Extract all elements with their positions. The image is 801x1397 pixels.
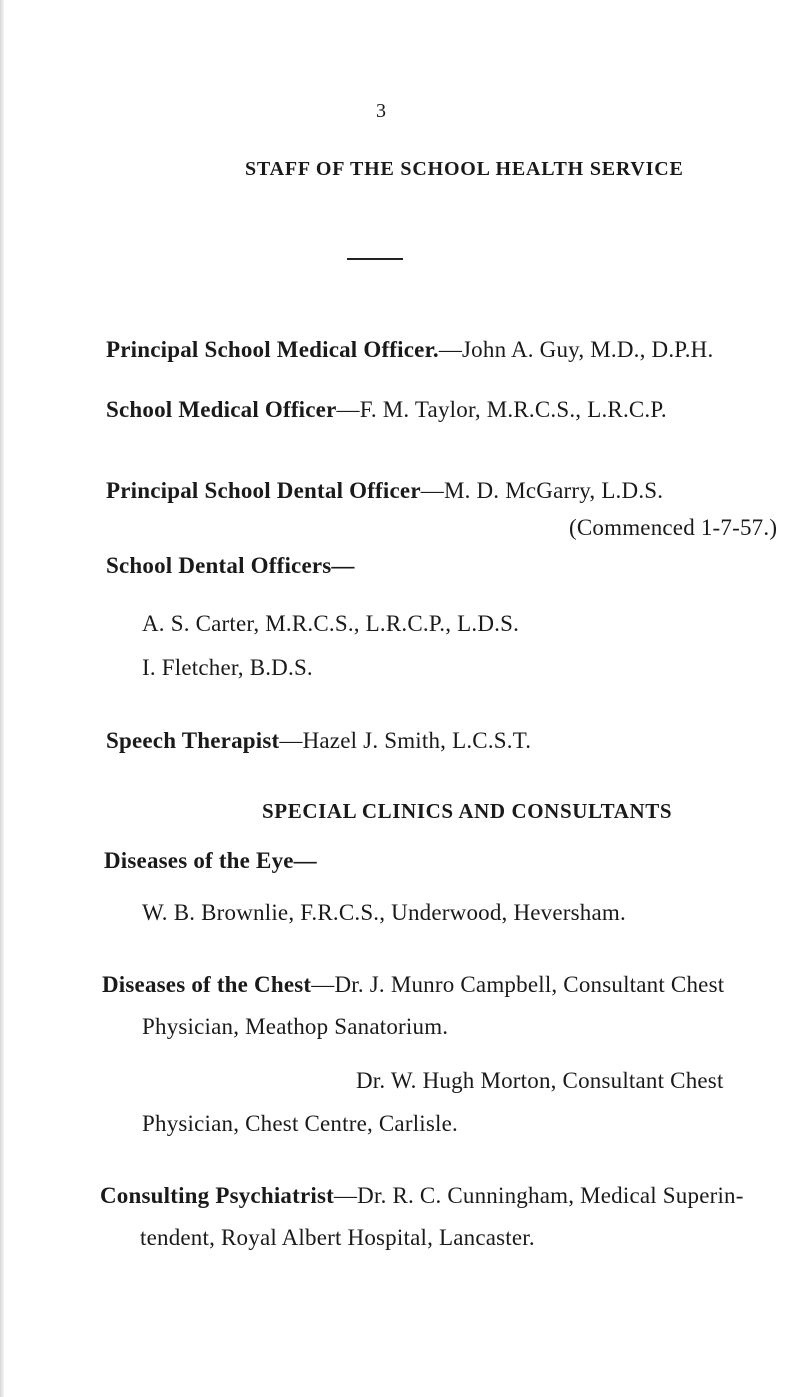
clinics-section-title: SPECIAL CLINICS AND CONSULTANTS	[262, 799, 673, 823]
divider-rule	[347, 258, 403, 260]
chest-line-4: Physician, Chest Centre, Carlisle.	[142, 1111, 458, 1136]
person-name: —M. D. McGarry, L.D.S.	[420, 478, 664, 503]
eye-heading: Diseases of the Eye—	[104, 848, 317, 873]
speech-therapist-line	[106, 728, 531, 754]
role-label: School Medical Officer	[106, 397, 337, 422]
chest-line-3: Dr. W. Hugh Morton, Consultant Chest	[356, 1068, 724, 1093]
person-name: —Hazel J. Smith, L.C.S.T.	[279, 728, 532, 753]
person-name: —F. M. Taylor, M.R.C.S., L.R.C.P.	[336, 397, 667, 422]
chest-consultant-1: —Dr. J. Munro Campbell, Consultant Chest	[311, 972, 725, 997]
chest-heading: Diseases of the Chest	[102, 972, 312, 997]
principal-sdo-line	[106, 478, 663, 504]
psych-heading: Consulting Psychiatrist	[100, 1183, 334, 1208]
staff-section-title: STAFF OF THE SCHOOL HEALTH SERVICE	[245, 158, 684, 180]
role-label: Principal School Dental Officer	[106, 478, 421, 503]
chest-line-2: Physician, Meathop Sanatorium.	[142, 1014, 449, 1039]
eye-consultant: W. B. Brownlie, F.R.C.S., Underwood, Heversham.	[142, 900, 626, 925]
role-label: Principal School Medical Officer.	[106, 337, 439, 362]
sdo-name-2: I. Fletcher, B.D.S.	[142, 655, 313, 680]
sdo-heading: School Dental Officers—	[106, 553, 355, 578]
page-number: 3	[376, 100, 387, 122]
psych-line-1	[100, 1183, 744, 1209]
person-name: —John A. Guy, M.D., D.P.H.	[438, 337, 714, 362]
sdo-name-1: A. S. Carter, M.R.C.S., L.R.C.P., L.D.S.	[142, 611, 520, 636]
page-edge-shadow	[0, 0, 4, 1397]
principal-smo-line	[106, 337, 713, 363]
commenced-note: (Commenced 1-7-57.)	[569, 515, 778, 540]
chest-line-1	[102, 972, 724, 998]
smo-line	[106, 397, 667, 423]
psych-line-2: tendent, Royal Albert Hospital, Lancaster.	[140, 1225, 535, 1250]
psych-consultant-1: —Dr. R. C. Cunningham, Medical Superin-	[333, 1183, 744, 1208]
role-label: Speech Therapist	[106, 728, 280, 753]
